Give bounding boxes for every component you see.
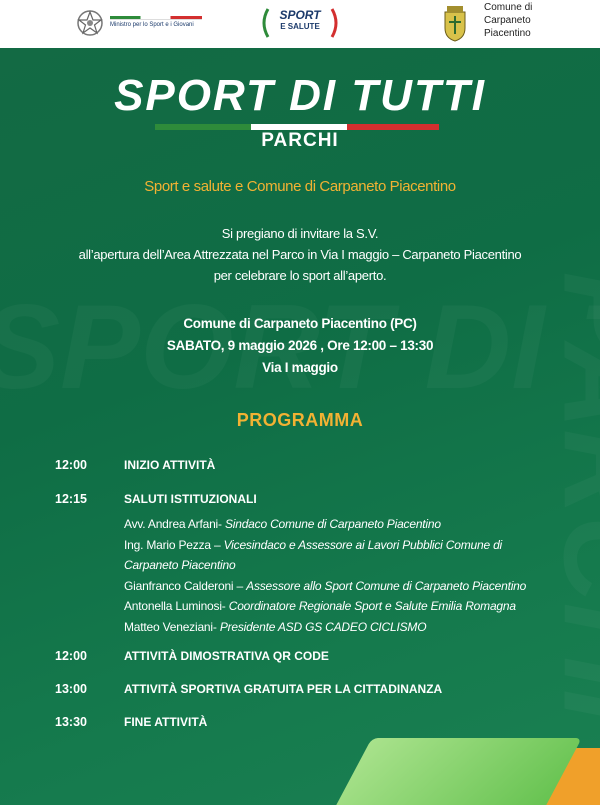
event-logo-subtitle: PARCHI xyxy=(261,130,339,151)
invitation-line: all’apertura dell’Area Attrezzata nel Parco in Via I maggio – Carpaneto Piacentino xyxy=(78,247,522,262)
speaker-item xyxy=(124,617,544,638)
ministry-name: Ministro per lo Sport e i Giovani xyxy=(110,22,194,28)
schedule-time: 13:30 xyxy=(55,715,87,729)
invitation-text xyxy=(0,223,600,286)
schedule-activity: ATTIVITÀ SPORTIVA GRATUITA PER LA CITTADINANZA xyxy=(124,682,443,696)
event-location: Comune di Carpaneto Piacentino (PC) xyxy=(183,316,417,331)
speaker-name: Gianfranco Calderoni – xyxy=(124,578,244,593)
speaker-item xyxy=(124,596,544,617)
event-date-time: SABATO, 9 maggio 2026 , Ore 12:00 – 13:30 xyxy=(166,338,434,353)
programma-title: PROGRAMMA xyxy=(236,410,364,430)
italian-republic-emblem-icon xyxy=(76,7,104,39)
invitation-line: Si pregiano di invitare la S.V. xyxy=(221,226,379,241)
speaker-name: Matteo Veneziani- xyxy=(124,619,217,634)
schedule-time: 12:00 xyxy=(55,649,87,663)
speaker-role: Vicesindaco e Assessore ai Lavori Pubblici Comune di Carpaneto Piacentino xyxy=(124,537,503,572)
sport-e-salute-line1: SPORT xyxy=(279,8,321,22)
schedule-time: 13:00 xyxy=(55,682,87,696)
schedule-activity: INIZIO ATTIVITÀ xyxy=(124,458,216,472)
comune-crest-icon xyxy=(440,4,470,42)
speaker-role: Coordinatore Regionale Sport e Salute Emilia Romagna xyxy=(228,599,516,613)
comune-name-line3: Piacentino xyxy=(484,28,531,39)
event-details xyxy=(0,313,600,379)
speaker-item xyxy=(124,535,544,576)
event-address: Via I maggio xyxy=(262,360,338,375)
schedule-time: 12:00 xyxy=(55,458,87,472)
sport-e-salute-line2: E SALUTE xyxy=(280,22,320,31)
header-bar xyxy=(0,0,600,48)
comune-name-line2: Carpaneto xyxy=(484,15,531,26)
comune-name xyxy=(484,1,532,40)
invitation-poster xyxy=(0,48,600,805)
speaker-role: Presidente ASD GS CADEO CICLISMO xyxy=(219,619,427,634)
ministry-flag-bar xyxy=(110,16,202,20)
speaker-role: Sindaco Comune di Carpaneto Piacentino xyxy=(224,517,441,531)
schedule-activity: ATTIVITÀ DIMOSTRATIVA QR CODE xyxy=(124,649,329,663)
speaker-name: Avv. Andrea Arfani- xyxy=(124,517,222,531)
event-logo-title: SPORT DI TUTTI xyxy=(114,71,486,120)
organizers-line: Sport e salute e Comune di Carpaneto Piacentino xyxy=(144,178,456,195)
invitation-line: per celebrare lo sport all’aperto. xyxy=(213,268,387,283)
speakers-list xyxy=(124,514,544,637)
speaker-name: Ing. Mario Pezza – xyxy=(124,537,221,552)
sport-e-salute-logo xyxy=(270,9,330,33)
comune-name-line1: Comune di xyxy=(484,2,533,13)
schedule-time: 12:15 xyxy=(55,492,87,506)
schedule-activity: SALUTI ISTITUZIONALI xyxy=(124,492,257,506)
speaker-role: Assessore allo Sport Comune di Carpaneto Piacentino xyxy=(246,578,527,593)
speaker-item xyxy=(124,514,544,535)
corner-decoration-green xyxy=(308,738,582,805)
schedule-activity: FINE ATTIVITÀ xyxy=(124,715,208,729)
speaker-item xyxy=(124,576,544,597)
speaker-name: Antonella Luminosi- xyxy=(124,599,226,613)
